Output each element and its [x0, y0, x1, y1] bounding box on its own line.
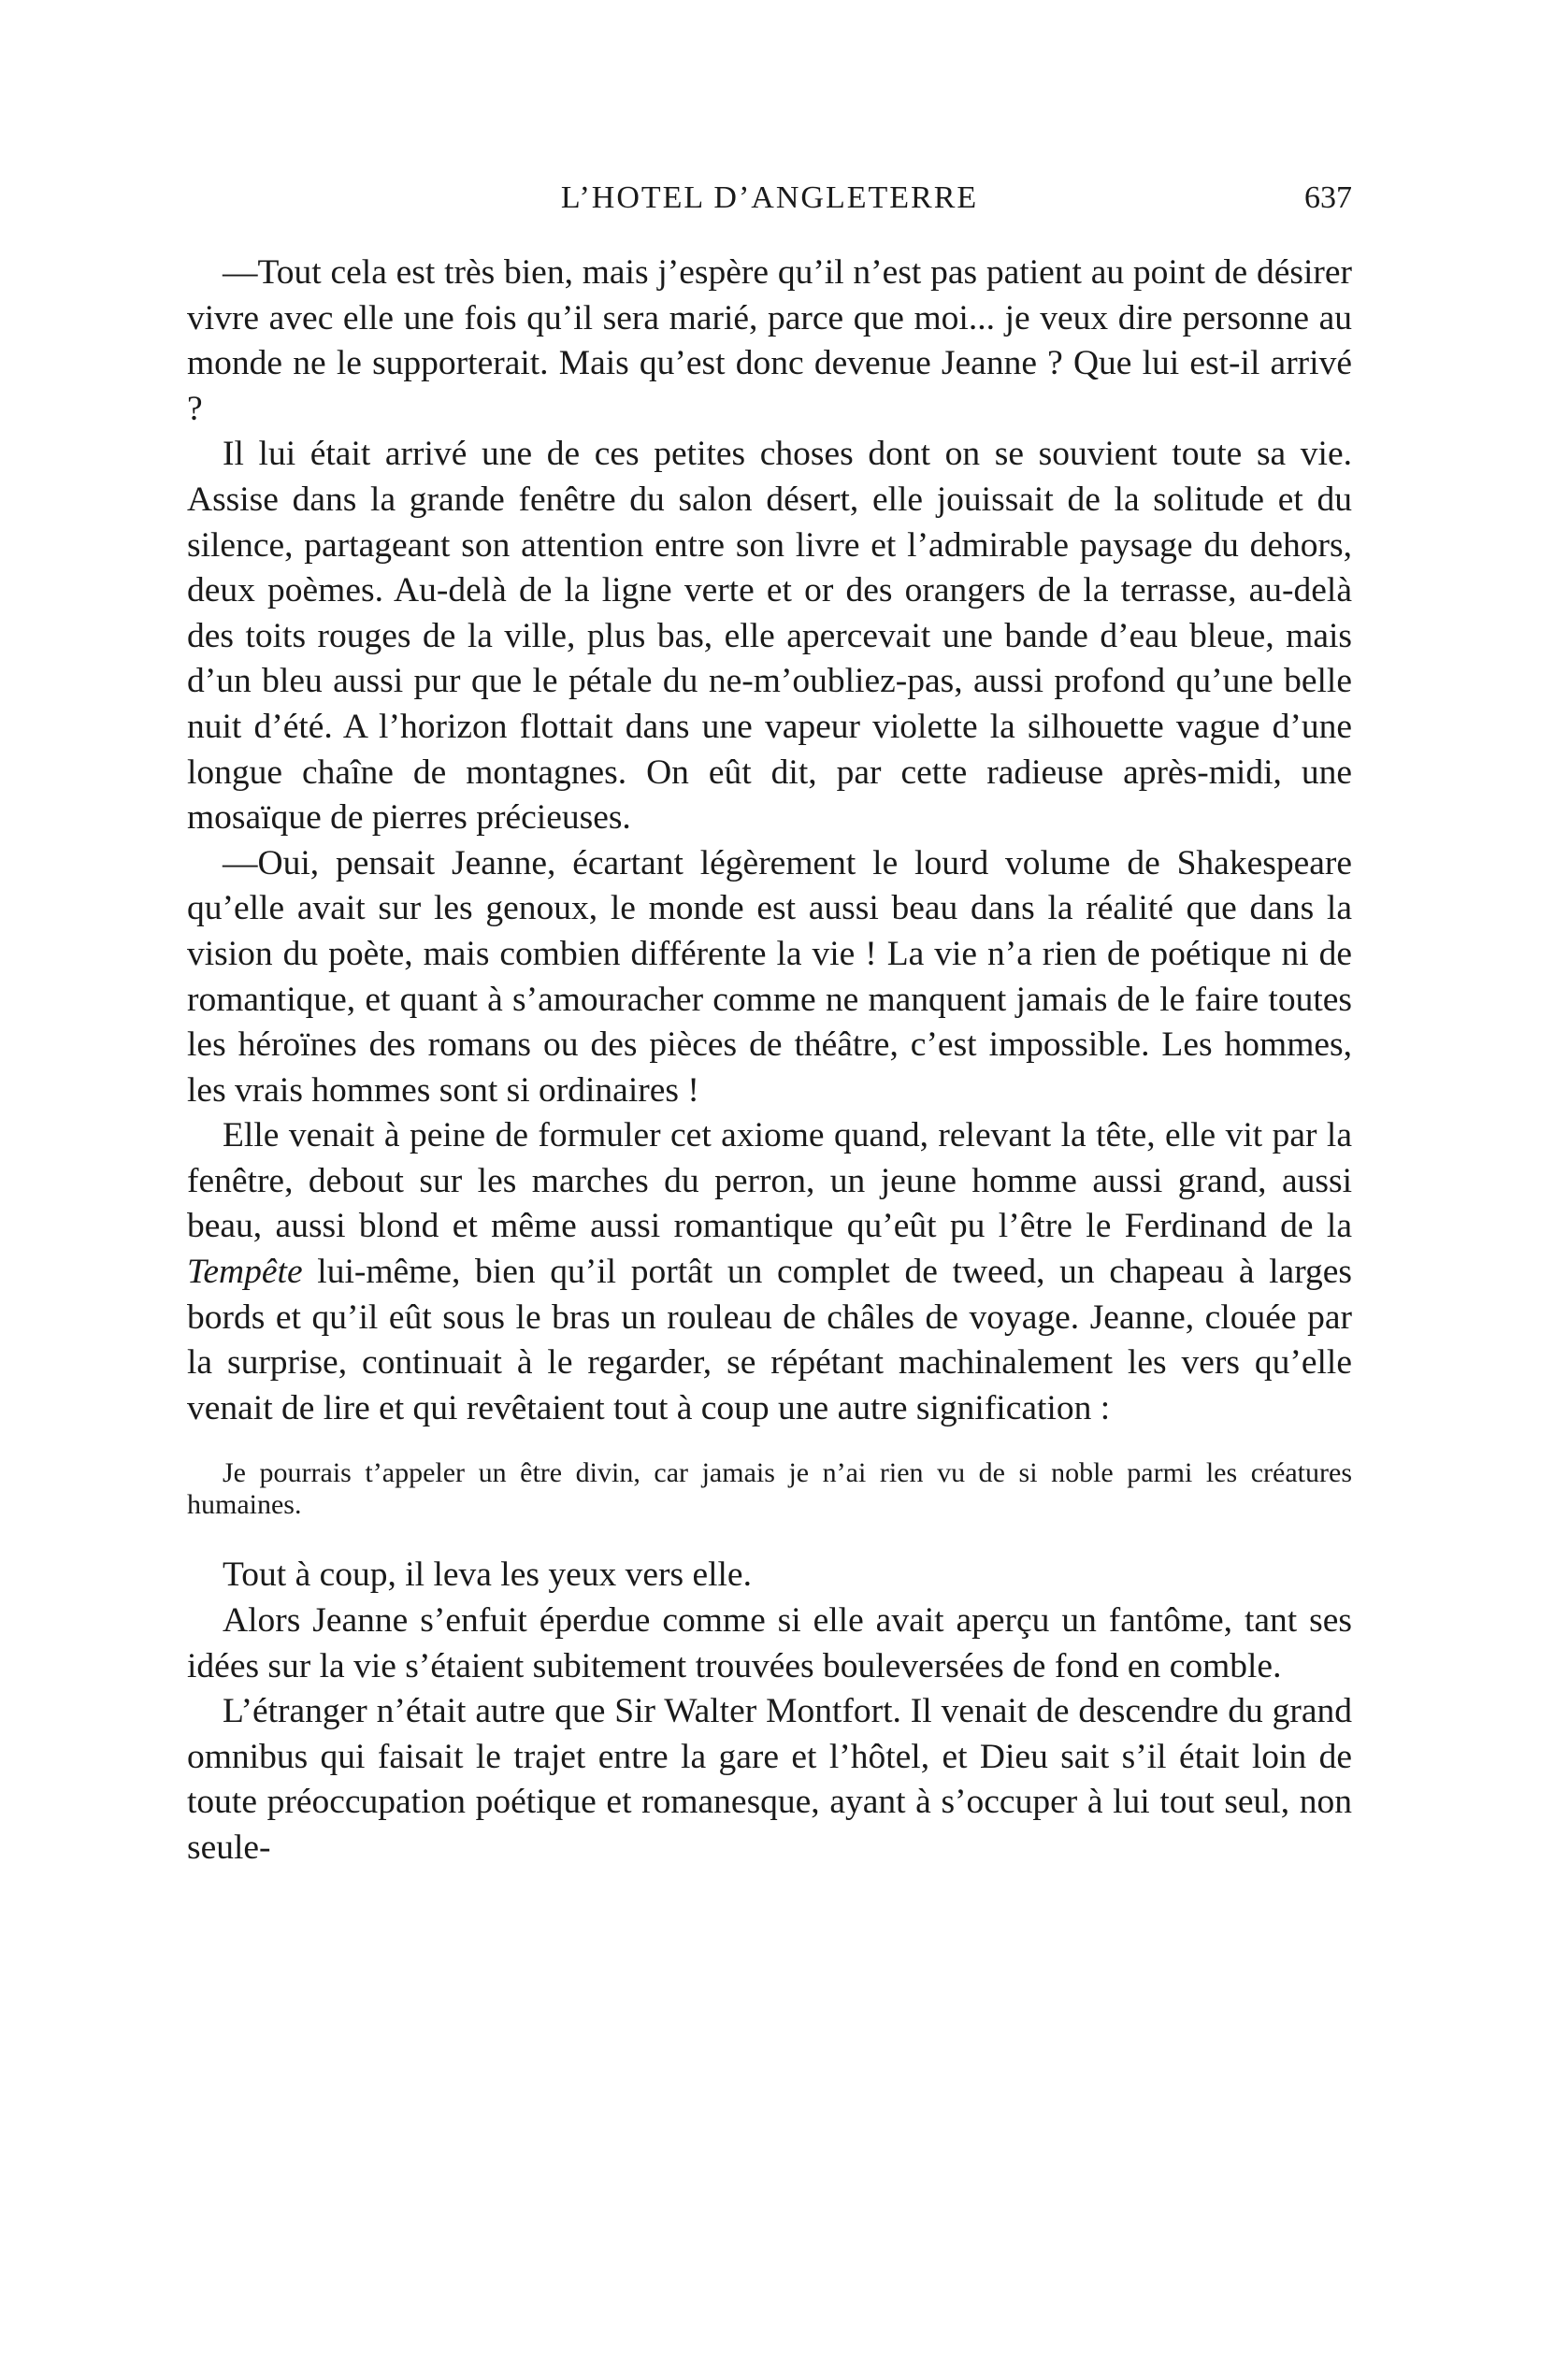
paragraph-dialogue-patient: —Tout cela est très bien, mais j’espère qu’il n’est pas patient au point de désirer vivre avec elle une fois qu’il sera marié, parce que moi... je veux dire personne au monde ne le supporterait. Mais qu’est donc devenue Jeanne ? Que lui est-il arrivé ?	[187, 253, 1352, 428]
paragraph-jeanne-thoughts: —Oui, pensait Jeanne, écartant légèrement le lourd volume de Shakespeare qu’elle avait sur les genoux, le monde est aussi beau dans la réalité que dans la vision du poète, mais combien différente la vie ! La vie n’a rien de poétique ni de romantique, et quant à s’amouracher comme ne manquent jamais de le faire toutes les héroïnes des romans ou des pièces de théâtre, c’est impossible. Les hommes, les vrais hommes sont si ordinaires !	[187, 843, 1352, 1110]
paragraph-stranger: L’étranger n’était autre que Sir Walter Montfort. Il venait de descendre du grand omnibus qui faisait le trajet entre la gare et l’hôtel, et Dieu sait s’il était loin de toute préoccupation poétique et romanesque, ayant à s’occuper à lui tout seul, non seule-	[187, 1692, 1352, 1867]
running-title: L’HOTEL D’ANGLETERRE	[560, 180, 979, 215]
paragraph-young-man-text-start: Elle venait à peine de formuler cet axiome quand, relevant la tête, elle vit par la fenêtre, debout sur les marches du perron, un jeune homme aussi grand, aussi beau, aussi blond et même aussi romantique qu’eût pu l’être le Ferdinand de la	[187, 1116, 1352, 1246]
page-header	[187, 176, 1352, 221]
verse-quotation: Je pourrais t’appeler un être divin, car jamais je n’ai rien vu de si noble parmi les créatures humaines.	[187, 1457, 1352, 1521]
paragraph-young-man	[187, 1113, 1352, 1431]
paragraph-young-man-text-end: lui-même, bien qu’il portât un complet de tweed, un chapeau à larges bords et qu’il eût sous le bras un rouleau de châles de voyage. Jeanne, clouée par la surprise, continuait à le regarder, se répétant machinalement les vers qu’elle venait de lire et qui revêtaient tout à coup une autre signification :	[187, 1253, 1352, 1427]
play-title-italic: Tempête	[187, 1253, 303, 1292]
paragraph-jeanne-fled: Alors Jeanne s’enfuit éperdue comme si elle avait aperçu un fantôme, tant ses idées sur la vie s’étaient subitement trouvées bouleversées de fond en comble.	[187, 1601, 1352, 1685]
body-text	[187, 251, 1352, 1871]
paragraph-landscape: Il lui était arrivé une de ces petites choses dont on se souvient toute sa vie. Assise dans la grande fenêtre du salon désert, elle jouissait de la solitude et du silence, partageant son attention entre son livre et l’admirable paysage du dehors, deux poèmes. Au-delà de la ligne verte et or des orangers de la terrasse, au-delà des toits rouges de la ville, plus bas, elle apercevait une bande d’eau bleue, mais d’un bleu aussi pur que le pétale du ne-m’oubliez-pas, aussi profond qu’une belle nuit d’été. A l’horizon flottait dans une vapeur violette la silhouette vague d’une longue chaîne de montagnes. On eût dit, par cette radieuse après-midi, une mosaïque de pierres précieuses.	[187, 435, 1352, 838]
page-number: 637	[1304, 180, 1352, 215]
paragraph-looked-up: Tout à coup, il leva les yeux vers elle.	[223, 1556, 752, 1595]
